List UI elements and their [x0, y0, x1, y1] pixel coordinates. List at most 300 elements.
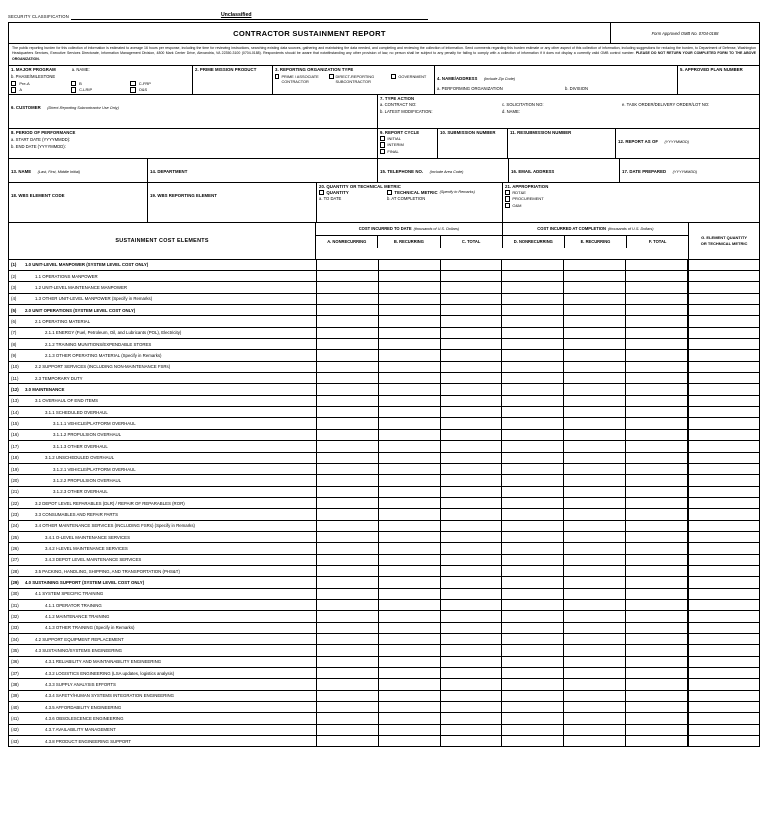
cell-a[interactable] — [317, 521, 379, 531]
cell-a[interactable] — [317, 691, 379, 701]
cell-f[interactable] — [626, 271, 688, 281]
cell-a[interactable] — [317, 475, 379, 485]
cell-c[interactable] — [441, 475, 503, 485]
cell-b[interactable] — [379, 350, 441, 360]
checkbox-om[interactable] — [505, 203, 510, 208]
cell-f[interactable] — [626, 487, 688, 497]
checkbox-a[interactable] — [11, 87, 16, 92]
cell-d[interactable] — [502, 407, 564, 417]
cell-e[interactable] — [564, 679, 626, 689]
cell-b[interactable] — [379, 543, 441, 553]
cell-g-quantity[interactable] — [688, 521, 759, 531]
cell-g-quantity[interactable] — [688, 441, 759, 451]
cell-c[interactable] — [441, 532, 503, 542]
cell-d[interactable] — [502, 555, 564, 565]
cell-f[interactable] — [626, 725, 688, 735]
cell-f[interactable] — [626, 657, 688, 667]
cell-b[interactable] — [379, 373, 441, 383]
cell-g-quantity[interactable] — [688, 725, 759, 735]
cell-d[interactable] — [502, 316, 564, 326]
appropriation-option-procurement[interactable] — [505, 196, 757, 201]
cell-g-quantity[interactable] — [688, 260, 759, 270]
cell-c[interactable] — [441, 611, 503, 621]
block-18-wbs-element-code[interactable] — [9, 183, 148, 223]
cell-d[interactable] — [502, 282, 564, 292]
checkbox-interim[interactable] — [380, 142, 385, 147]
report-cycle-option-final[interactable] — [380, 149, 435, 154]
cell-c[interactable] — [441, 589, 503, 599]
cell-b[interactable] — [379, 509, 441, 519]
cell-a[interactable] — [317, 600, 379, 610]
cell-c[interactable] — [441, 328, 503, 338]
cell-d[interactable] — [502, 498, 564, 508]
cell-b[interactable] — [379, 316, 441, 326]
cell-d[interactable] — [502, 521, 564, 531]
cell-a[interactable] — [317, 282, 379, 292]
cell-a[interactable] — [317, 316, 379, 326]
cell-c[interactable] — [441, 339, 503, 349]
cell-f[interactable] — [626, 600, 688, 610]
cell-f[interactable] — [626, 260, 688, 270]
cell-c[interactable] — [441, 623, 503, 633]
cell-b[interactable] — [379, 645, 441, 655]
block-11-resubmission-number[interactable] — [508, 129, 616, 159]
cell-e[interactable] — [564, 487, 626, 497]
cell-b[interactable] — [379, 430, 441, 440]
cell-a[interactable] — [317, 407, 379, 417]
cell-g-quantity[interactable] — [688, 487, 759, 497]
cell-a[interactable] — [317, 453, 379, 463]
block-19-wbs-reporting-element[interactable] — [148, 183, 317, 223]
cell-b[interactable] — [379, 418, 441, 428]
cell-d[interactable] — [502, 509, 564, 519]
cell-b[interactable] — [379, 362, 441, 372]
cell-a[interactable] — [317, 487, 379, 497]
cell-g-quantity[interactable] — [688, 691, 759, 701]
cell-e[interactable] — [564, 600, 626, 610]
cell-g-quantity[interactable] — [688, 316, 759, 326]
cell-f[interactable] — [626, 509, 688, 519]
cell-e[interactable] — [564, 532, 626, 542]
cell-d[interactable] — [502, 668, 564, 678]
cell-d[interactable] — [502, 328, 564, 338]
cell-d[interactable] — [502, 577, 564, 587]
cell-e[interactable] — [564, 384, 626, 394]
cell-b[interactable] — [379, 521, 441, 531]
cell-b[interactable] — [379, 475, 441, 485]
cell-d[interactable] — [502, 725, 564, 735]
checkbox-procurement[interactable] — [505, 196, 510, 201]
cell-b[interactable] — [379, 271, 441, 281]
checkbox-rdte[interactable] — [505, 190, 510, 195]
checkbox-b[interactable] — [71, 81, 76, 86]
cell-a[interactable] — [317, 532, 379, 542]
cell-d[interactable] — [502, 260, 564, 270]
block-21-appropriation[interactable] — [503, 183, 759, 223]
cell-c[interactable] — [441, 384, 503, 394]
cell-e[interactable] — [564, 328, 626, 338]
cell-b[interactable] — [379, 464, 441, 474]
checkbox-government[interactable] — [391, 74, 396, 79]
cell-g-quantity[interactable] — [688, 645, 759, 655]
cell-d[interactable] — [502, 736, 564, 746]
block-20-quantity-or-technical-metric[interactable] — [317, 183, 503, 223]
cell-c[interactable] — [441, 271, 503, 281]
cell-d[interactable] — [502, 623, 564, 633]
cell-a[interactable] — [317, 384, 379, 394]
block-20-option-technical-metric[interactable] — [387, 190, 500, 195]
cell-a[interactable] — [317, 328, 379, 338]
cell-f[interactable] — [626, 713, 688, 723]
cell-d[interactable] — [502, 373, 564, 383]
cell-e[interactable] — [564, 668, 626, 678]
cell-d[interactable] — [502, 566, 564, 576]
cell-d[interactable] — [502, 294, 564, 304]
cell-g-quantity[interactable] — [688, 396, 759, 406]
cell-e[interactable] — [564, 589, 626, 599]
cell-a[interactable] — [317, 509, 379, 519]
cell-a[interactable] — [317, 441, 379, 451]
cell-e[interactable] — [564, 396, 626, 406]
cell-b[interactable] — [379, 328, 441, 338]
cell-d[interactable] — [502, 384, 564, 394]
cell-f[interactable] — [626, 407, 688, 417]
cell-a[interactable] — [317, 555, 379, 565]
cell-f[interactable] — [626, 328, 688, 338]
cell-e[interactable] — [564, 645, 626, 655]
cell-b[interactable] — [379, 725, 441, 735]
cell-c[interactable] — [441, 657, 503, 667]
cell-b[interactable] — [379, 339, 441, 349]
cell-d[interactable] — [502, 464, 564, 474]
cell-e[interactable] — [564, 725, 626, 735]
block-4-name-address[interactable] — [435, 66, 678, 94]
cell-g-quantity[interactable] — [688, 475, 759, 485]
cell-e[interactable] — [564, 475, 626, 485]
cell-d[interactable] — [502, 702, 564, 712]
cell-g-quantity[interactable] — [688, 282, 759, 292]
cell-g-quantity[interactable] — [688, 600, 759, 610]
cell-c[interactable] — [441, 521, 503, 531]
cell-f[interactable] — [626, 566, 688, 576]
cell-e[interactable] — [564, 736, 626, 746]
cell-a[interactable] — [317, 362, 379, 372]
cell-d[interactable] — [502, 441, 564, 451]
cell-e[interactable] — [564, 509, 626, 519]
cell-a[interactable] — [317, 350, 379, 360]
cell-f[interactable] — [626, 577, 688, 587]
cell-c[interactable] — [441, 487, 503, 497]
cell-e[interactable] — [564, 634, 626, 644]
cell-c[interactable] — [441, 453, 503, 463]
cell-f[interactable] — [626, 702, 688, 712]
cell-f[interactable] — [626, 555, 688, 565]
cell-e[interactable] — [564, 657, 626, 667]
cell-a[interactable] — [317, 645, 379, 655]
cell-d[interactable] — [502, 271, 564, 281]
cell-d[interactable] — [502, 713, 564, 723]
block-6-customer[interactable] — [9, 95, 378, 129]
cell-c[interactable] — [441, 464, 503, 474]
cell-a[interactable] — [317, 305, 379, 315]
cell-e[interactable] — [564, 453, 626, 463]
org-type-option-prime[interactable] — [275, 74, 329, 84]
cell-g-quantity[interactable] — [688, 430, 759, 440]
cell-b[interactable] — [379, 611, 441, 621]
cell-b[interactable] — [379, 260, 441, 270]
block-1-major-program[interactable] — [9, 66, 193, 94]
cell-g-quantity[interactable] — [688, 453, 759, 463]
cell-g-quantity[interactable] — [688, 464, 759, 474]
cell-f[interactable] — [626, 668, 688, 678]
cell-g-quantity[interactable] — [688, 407, 759, 417]
cell-g-quantity[interactable] — [688, 589, 759, 599]
cell-b[interactable] — [379, 623, 441, 633]
cell-d[interactable] — [502, 305, 564, 315]
block-8-period-of-performance[interactable] — [9, 129, 378, 159]
cell-b[interactable] — [379, 384, 441, 394]
cell-c[interactable] — [441, 430, 503, 440]
cell-f[interactable] — [626, 498, 688, 508]
cell-c[interactable] — [441, 679, 503, 689]
cell-a[interactable] — [317, 418, 379, 428]
cell-c[interactable] — [441, 691, 503, 701]
cell-c[interactable] — [441, 702, 503, 712]
cell-b[interactable] — [379, 294, 441, 304]
checkbox-c-lrip[interactable] — [71, 87, 76, 92]
cell-a[interactable] — [317, 577, 379, 587]
cell-d[interactable] — [502, 339, 564, 349]
cell-d[interactable] — [502, 543, 564, 553]
cell-f[interactable] — [626, 373, 688, 383]
cell-c[interactable] — [441, 668, 503, 678]
cell-b[interactable] — [379, 441, 441, 451]
cell-b[interactable] — [379, 532, 441, 542]
cell-f[interactable] — [626, 430, 688, 440]
cell-a[interactable] — [317, 430, 379, 440]
cell-b[interactable] — [379, 282, 441, 292]
cell-g-quantity[interactable] — [688, 736, 759, 746]
cell-f[interactable] — [626, 736, 688, 746]
cell-e[interactable] — [564, 418, 626, 428]
cell-g-quantity[interactable] — [688, 713, 759, 723]
cell-e[interactable] — [564, 441, 626, 451]
cell-c[interactable] — [441, 736, 503, 746]
cell-f[interactable] — [626, 418, 688, 428]
cell-f[interactable] — [626, 464, 688, 474]
cell-d[interactable] — [502, 350, 564, 360]
cell-c[interactable] — [441, 566, 503, 576]
cell-c[interactable] — [441, 645, 503, 655]
cell-f[interactable] — [626, 543, 688, 553]
cell-a[interactable] — [317, 657, 379, 667]
cell-f[interactable] — [626, 350, 688, 360]
cell-d[interactable] — [502, 679, 564, 689]
cell-e[interactable] — [564, 316, 626, 326]
cell-g-quantity[interactable] — [688, 668, 759, 678]
cell-f[interactable] — [626, 316, 688, 326]
block-9-report-cycle[interactable] — [378, 129, 438, 159]
cell-d[interactable] — [502, 532, 564, 542]
cell-a[interactable] — [317, 566, 379, 576]
cell-a[interactable] — [317, 271, 379, 281]
block-2-prime-mission-product[interactable] — [193, 66, 273, 94]
cell-b[interactable] — [379, 577, 441, 587]
cell-e[interactable] — [564, 339, 626, 349]
cell-c[interactable] — [441, 543, 503, 553]
cell-g-quantity[interactable] — [688, 271, 759, 281]
cell-f[interactable] — [626, 475, 688, 485]
cell-b[interactable] — [379, 634, 441, 644]
cell-e[interactable] — [564, 566, 626, 576]
cell-a[interactable] — [317, 702, 379, 712]
cell-e[interactable] — [564, 271, 626, 281]
cell-g-quantity[interactable] — [688, 611, 759, 621]
block-10-submission-number[interactable] — [438, 129, 508, 159]
cell-e[interactable] — [564, 543, 626, 553]
cell-f[interactable] — [626, 396, 688, 406]
cell-d[interactable] — [502, 487, 564, 497]
cell-g-quantity[interactable] — [688, 328, 759, 338]
block-14-department[interactable] — [148, 159, 378, 183]
block-5-approved-plan-number[interactable] — [678, 66, 759, 94]
cell-e[interactable] — [564, 362, 626, 372]
cell-a[interactable] — [317, 679, 379, 689]
cell-e[interactable] — [564, 464, 626, 474]
cell-g-quantity[interactable] — [688, 566, 759, 576]
cell-b[interactable] — [379, 555, 441, 565]
report-cycle-option-initial[interactable] — [380, 136, 435, 141]
cell-b[interactable] — [379, 702, 441, 712]
org-type-option-government[interactable] — [391, 74, 432, 84]
cell-c[interactable] — [441, 600, 503, 610]
cell-f[interactable] — [626, 623, 688, 633]
appropriation-option-rdte[interactable] — [505, 190, 757, 195]
cell-f[interactable] — [626, 441, 688, 451]
cell-e[interactable] — [564, 350, 626, 360]
cell-g-quantity[interactable] — [688, 305, 759, 315]
cell-a[interactable] — [317, 543, 379, 553]
cell-e[interactable] — [564, 430, 626, 440]
cell-a[interactable] — [317, 611, 379, 621]
cell-d[interactable] — [502, 634, 564, 644]
cell-f[interactable] — [626, 362, 688, 372]
cell-e[interactable] — [564, 611, 626, 621]
cell-f[interactable] — [626, 611, 688, 621]
cell-b[interactable] — [379, 498, 441, 508]
cell-c[interactable] — [441, 373, 503, 383]
cell-e[interactable] — [564, 498, 626, 508]
appropriation-option-om[interactable] — [505, 203, 757, 208]
cell-b[interactable] — [379, 600, 441, 610]
cell-c[interactable] — [441, 634, 503, 644]
org-type-option-subcontractor[interactable] — [329, 74, 391, 84]
cell-a[interactable] — [317, 464, 379, 474]
cell-d[interactable] — [502, 645, 564, 655]
cell-e[interactable] — [564, 282, 626, 292]
cell-g-quantity[interactable] — [688, 339, 759, 349]
cell-c[interactable] — [441, 350, 503, 360]
cell-d[interactable] — [502, 453, 564, 463]
cell-g-quantity[interactable] — [688, 657, 759, 667]
cell-g-quantity[interactable] — [688, 384, 759, 394]
cell-g-quantity[interactable] — [688, 294, 759, 304]
cell-d[interactable] — [502, 691, 564, 701]
cell-d[interactable] — [502, 396, 564, 406]
cell-b[interactable] — [379, 736, 441, 746]
block-7-type-action[interactable] — [378, 95, 759, 129]
block-12-report-as-of[interactable] — [616, 129, 759, 159]
cell-g-quantity[interactable] — [688, 679, 759, 689]
cell-c[interactable] — [441, 407, 503, 417]
cell-b[interactable] — [379, 396, 441, 406]
cell-e[interactable] — [564, 373, 626, 383]
cell-d[interactable] — [502, 418, 564, 428]
cell-b[interactable] — [379, 453, 441, 463]
cell-d[interactable] — [502, 589, 564, 599]
cell-d[interactable] — [502, 600, 564, 610]
cell-e[interactable] — [564, 691, 626, 701]
cell-d[interactable] — [502, 611, 564, 621]
checkbox-c-frp[interactable] — [130, 81, 135, 86]
cell-e[interactable] — [564, 305, 626, 315]
cell-b[interactable] — [379, 668, 441, 678]
cell-a[interactable] — [317, 634, 379, 644]
cell-c[interactable] — [441, 305, 503, 315]
cell-d[interactable] — [502, 430, 564, 440]
cell-f[interactable] — [626, 453, 688, 463]
cell-f[interactable] — [626, 589, 688, 599]
cell-c[interactable] — [441, 316, 503, 326]
cell-b[interactable] — [379, 691, 441, 701]
cell-e[interactable] — [564, 407, 626, 417]
cell-d[interactable] — [502, 475, 564, 485]
checkbox-prime-associate-contractor[interactable] — [275, 74, 279, 79]
cell-c[interactable] — [441, 725, 503, 735]
cell-c[interactable] — [441, 713, 503, 723]
cell-a[interactable] — [317, 589, 379, 599]
cell-c[interactable] — [441, 418, 503, 428]
cell-b[interactable] — [379, 305, 441, 315]
cell-g-quantity[interactable] — [688, 555, 759, 565]
cell-g-quantity[interactable] — [688, 362, 759, 372]
cell-g-quantity[interactable] — [688, 634, 759, 644]
cell-d[interactable] — [502, 362, 564, 372]
cell-g-quantity[interactable] — [688, 350, 759, 360]
block-3-reporting-organization-type[interactable] — [273, 66, 435, 94]
cell-f[interactable] — [626, 645, 688, 655]
checkbox-final[interactable] — [380, 149, 385, 154]
cell-e[interactable] — [564, 260, 626, 270]
cell-b[interactable] — [379, 407, 441, 417]
block-16-email-address[interactable] — [509, 159, 620, 183]
cell-a[interactable] — [317, 260, 379, 270]
cell-g-quantity[interactable] — [688, 532, 759, 542]
cell-g-quantity[interactable] — [688, 702, 759, 712]
cell-e[interactable] — [564, 577, 626, 587]
cell-e[interactable] — [564, 702, 626, 712]
cell-c[interactable] — [441, 362, 503, 372]
cell-g-quantity[interactable] — [688, 373, 759, 383]
cell-e[interactable] — [564, 521, 626, 531]
checkbox-technical-metric[interactable] — [387, 190, 392, 195]
cell-c[interactable] — [441, 282, 503, 292]
checkbox-initial[interactable] — [380, 136, 385, 141]
cell-b[interactable] — [379, 657, 441, 667]
cell-f[interactable] — [626, 521, 688, 531]
block-13-name[interactable] — [9, 159, 148, 183]
cell-b[interactable] — [379, 566, 441, 576]
